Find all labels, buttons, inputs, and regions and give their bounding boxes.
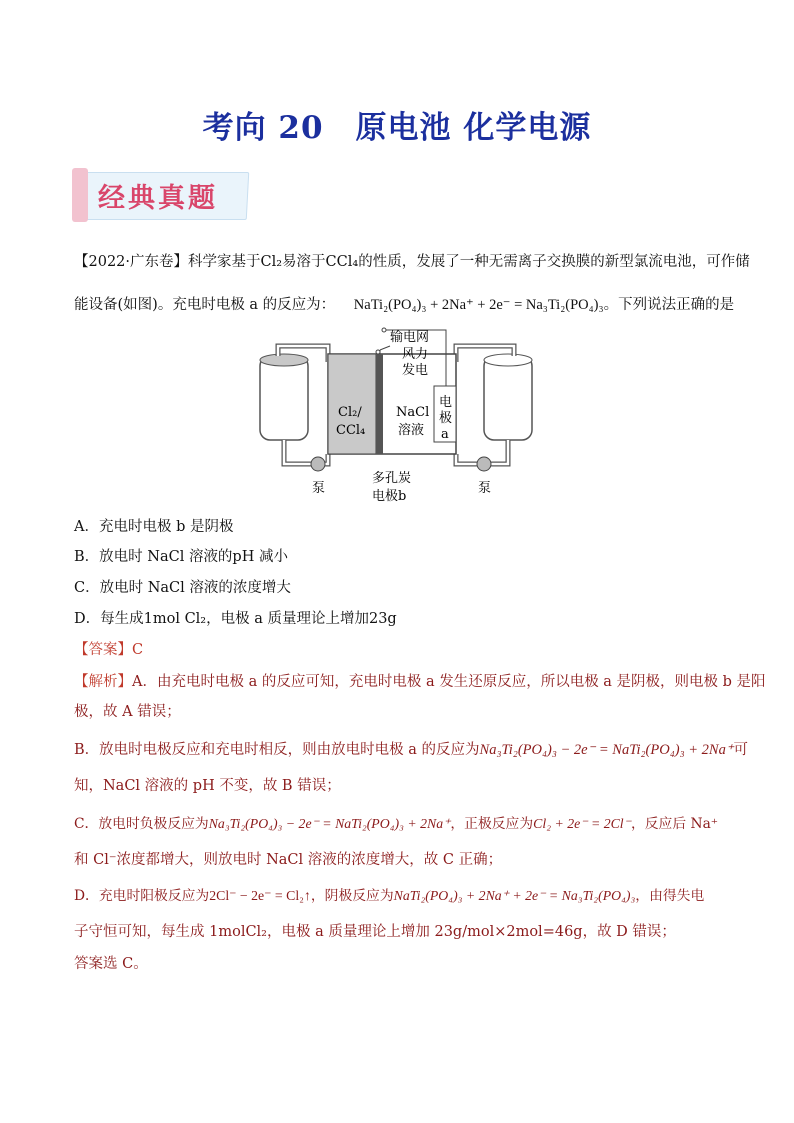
- analysis-a-2: 极，故 A 错误；: [74, 704, 181, 720]
- analysis-c-1-pre: C．放电时负极反应为: [74, 816, 209, 832]
- option-d: D．每生成1mol Cl₂，电极 a 质量理论上增加23g: [74, 611, 397, 627]
- page-title: 考向 20 原电池 化学电源: [202, 110, 592, 146]
- answer-line: [74, 640, 143, 660]
- analysis-b-1-pre: B．放电时电极反应和充电时相反，则由放电时电极 a 的反应为: [74, 742, 480, 758]
- label-electrode-b-1: 多孔炭: [372, 471, 412, 486]
- porous-carbon-electrode-b: [376, 354, 383, 454]
- label-left-chamber-1: Cl₂/: [338, 405, 362, 420]
- wind-terminal: [376, 350, 380, 354]
- label-electrode-a-3: a: [441, 427, 449, 442]
- left-tank: [260, 356, 308, 440]
- analysis-d-1-mid: ，阴极反应为: [310, 888, 394, 904]
- analysis-b-1-eq: Na₃Ti₂(PO₄)₃ − 2e⁻ = NaTi₂(PO₄)₃ + 2Na⁺: [479, 742, 734, 758]
- label-electrode-a-2: 极: [439, 411, 453, 426]
- label-pump-right: 泵: [478, 481, 492, 496]
- question-source: 【2022·广东卷】: [74, 254, 189, 270]
- analysis-label: 【解析】: [74, 674, 132, 690]
- grid-terminal: [382, 328, 386, 332]
- answer-value: C: [132, 642, 144, 658]
- label-grid: 输电网: [390, 330, 430, 345]
- question-equation: NaTi₂(PO₄)₃ + 2Na⁺ + 2e⁻ = Na₃Ti₂(PO₄)₃: [353, 297, 604, 313]
- answer-label: 【答案】: [74, 642, 132, 658]
- analysis-a-1: A．由充电时电极 a 的反应可知，充电时电极 a 发生还原反应，所以电极 a 是阴极，则电极 b 是阳: [132, 674, 766, 690]
- label-mid-chamber-2: 溶液: [398, 423, 425, 438]
- analysis-line-b1: [74, 740, 748, 760]
- analysis-d-2: 子守恒可知，每生成 1molCl₂，电极 a 质量理论上增加 23g/mol×2mol=46g，故 D 错误；: [74, 924, 676, 940]
- section-banner: [72, 168, 250, 222]
- right-tank-top: [484, 354, 532, 366]
- label-wind-1: 风力: [402, 347, 429, 362]
- cl2-ccl4-chamber: [328, 354, 376, 454]
- label-mid-chamber-1: NaCl: [396, 405, 430, 420]
- analysis-d-1-eq2: NaTi₂(PO₄)₃ + 2Na⁺ + 2e⁻ = Na₃Ti₂(PO₄)₃: [393, 888, 636, 903]
- analysis-line-c1: [74, 814, 718, 834]
- analysis-final: 答案选 C。: [74, 956, 148, 972]
- label-electrode-a-1: 电: [439, 395, 453, 410]
- analysis-c-2: 和 Cl⁻浓度都增大，则放电时 NaCl 溶液的浓度增大，故 C 正确；: [74, 852, 503, 868]
- analysis-b-1-post: 可: [733, 742, 748, 758]
- option-a: A．充电时电极 b 是阴极: [74, 519, 234, 535]
- battery-diagram: [258, 326, 548, 506]
- right-pump: [477, 457, 491, 471]
- question-stem-1: 科学家基于Cl₂易溶于CCl₄的性质，发展了一种无需离子交换膜的新型氯流电池，可作储: [188, 254, 750, 270]
- analysis-c-1-mid: ，正极反应为: [450, 816, 534, 832]
- label-electrode-b-2: 电极b: [372, 489, 407, 504]
- analysis-c-1-eq1: Na₃Ti₂(PO₄)₃ − 2e⁻ = NaTi₂(PO₄)₃ + 2Na⁺: [208, 816, 451, 831]
- left-pump: [311, 457, 325, 471]
- question-line-1: [74, 252, 750, 272]
- analysis-c-1-eq2: Cl₂ + 2e⁻ = 2Cl⁻: [533, 816, 631, 831]
- switch-wire: [380, 346, 390, 354]
- question-line-2: [74, 295, 734, 315]
- right-tank: [484, 356, 532, 440]
- question-stem-3: 。下列说法正确的是: [603, 297, 735, 313]
- analysis-d-1-pre: D．充电时阳极反应为: [74, 888, 210, 904]
- label-pump-left: 泵: [312, 481, 326, 496]
- analysis-d-1-eq1: 2Cl⁻ − 2e⁻ = Cl₂↑: [209, 888, 311, 903]
- analysis-line-d1: [74, 886, 704, 906]
- label-left-chamber-2: CCl₄: [336, 423, 366, 438]
- analysis-line-a1: [74, 672, 766, 692]
- left-tank-top: [260, 354, 308, 366]
- question-stem-2: 能设备(如图)。充电时电极 a 的反应为：: [74, 297, 336, 313]
- banner-label: 经典真题: [98, 183, 218, 214]
- option-b: B．放电时 NaCl 溶液的pH 减小: [74, 549, 288, 565]
- option-c: C．放电时 NaCl 溶液的浓度增大: [74, 580, 291, 596]
- banner-fold-decoration: [72, 168, 88, 222]
- label-wind-2: 发电: [402, 363, 429, 378]
- analysis-b-2: 知，NaCl 溶液的 pH 不变，故 B 错误；: [74, 778, 341, 794]
- analysis-d-1-post: ，由得失电: [635, 888, 705, 904]
- analysis-c-1-post: ，反应后 Na⁺: [630, 816, 719, 832]
